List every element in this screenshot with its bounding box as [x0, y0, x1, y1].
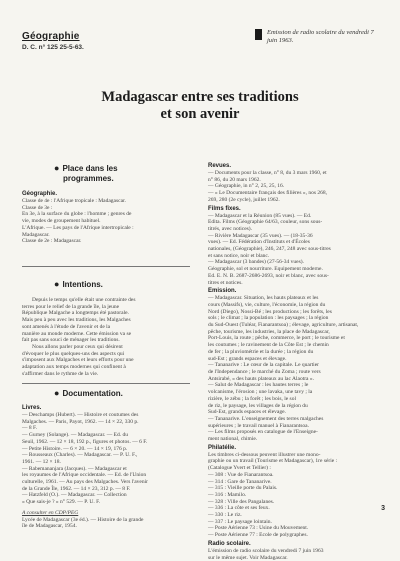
book-line: — Rabemananjara (Jacques). — Madagascar et — [22, 465, 127, 472]
geo-line: L'Afrique. — Les pays de l'Afrique intertropicale : — [22, 224, 134, 231]
emission-line: les coutumes ; le ravinement de la Côte Est ; le chemin — [208, 342, 329, 349]
emission-line: — Salut de Madagascar : les hautes terres ; le — [208, 382, 309, 389]
film-line: Géographie, sol et nourriture. Equipement moderne. — [208, 266, 323, 273]
film-line: — Rivière Madagascar (35 vues). — (18-35-36 — [208, 232, 313, 239]
geo-line: vie, modes de groupement habituel. — [22, 218, 101, 225]
emission-line: sud-Est ; grands espaces et élevage. — [208, 355, 287, 362]
intentions-line: manière au monde moderne. Cette émission va se — [22, 330, 132, 337]
philately-line: — 316 : Mamilo. — [208, 491, 247, 498]
book-line: — Hatzfeld (O.). — Madagascar. — Collection — [22, 492, 127, 499]
emission-line: — Madagascar. Situation, les hauts plateaux et les — [208, 295, 319, 302]
geo-line: Classe de 3e : — [22, 204, 53, 211]
title-line-2: et son avenir — [160, 106, 240, 122]
emission-line: du Sud-Ouest (Tuléar, Fianarantsoa) ; élevage, agriculture, artisanat, — [208, 322, 359, 329]
intentions-line: terres pour le relief de la grande île, la jeune — [22, 303, 120, 310]
emission-line: sols ; le climat ; la population : les paysages ; la région — [208, 315, 329, 322]
book-line: 1961. — 12 × 18. — [22, 458, 61, 465]
book-line: Seuil, 1962. — 12 × 18, 192 p., figures et photos. — 6 F. — [22, 438, 148, 445]
consult-line: île de Madagascar, 1954. — [22, 523, 77, 530]
page-number: 3 — [381, 505, 385, 512]
philately-line: (Catalogue Yvert et Tellier) : — [208, 465, 271, 472]
broadcast-note — [267, 29, 385, 44]
bullet-icon: ● — [54, 163, 60, 173]
review-line: — « Le Documentaire français des filières », nos 268, — [208, 190, 327, 197]
philately-label: Philatélie. — [208, 444, 237, 451]
philately-line: — 308 : Vue de Fianarantsoa. — [208, 471, 274, 478]
intentions-line: s'affirmer dans le rythme de la vie. — [22, 370, 99, 377]
review-line: n° 86, du 20 mars 1962. — [208, 176, 261, 183]
film-line: — Madagascar (3 bandes) (27-56-34 vues). — [208, 259, 304, 266]
broadcast-marker-icon — [255, 29, 262, 40]
place-heading-line-2: programmes. — [63, 173, 114, 183]
reviews-label: Revues. — [208, 163, 232, 169]
book-line: — Rousseaux (Charles). — Madagascar. — P. U. F., — [22, 452, 138, 459]
radio-line: L'émission de radio scolaire du vendredi 7 juin 1963 — [208, 547, 324, 554]
philately-line: — 337 : Le paysage lointain. — [208, 518, 272, 525]
intentions-heading-text: Intentions. — [62, 280, 103, 289]
emission-line: Nord (Diego), Nossi-Bé ; les productions ; les forêts, les — [208, 308, 332, 315]
philately-line: — 330 : Le riz. — [208, 512, 242, 519]
book-line: — Deschamps (Hubert). — Histoire et coutumes des — [22, 412, 139, 418]
philately-line: — 314 : Gare de Tananarive. — [208, 478, 272, 485]
page-title — [0, 89, 400, 123]
philately-line: — 315 : Vieille porte du Palais. — [208, 485, 278, 492]
broadcast-note-text: Emission de radio scolaire du vendredi 7 juin 1963. — [267, 29, 374, 44]
film-line: Ed. E. N. B. 2687-2686-2693, noir et blanc, avec sous- — [208, 272, 329, 279]
emission-line: Antsirabé, « des hauts plateaux au lac Alaotra ». — [208, 375, 314, 382]
place-heading-line-1: Place dans les — [62, 164, 118, 173]
emission-label: Emission. — [208, 288, 237, 295]
film-line: vues). — Ed. Fédération d'Instituts et d'Écoles — [208, 239, 310, 246]
place-heading — [54, 164, 118, 183]
bullet-icon: ● — [54, 279, 60, 289]
geography-label: Géographie. — [22, 191, 58, 197]
radio-line: sur le même sujet. Voir Madagascar. — [208, 554, 288, 561]
geo-line: Madagascar. — [22, 231, 50, 238]
book-line: Malgaches. — Paris, Payot, 1962. — 14 × 22, 330 p. — [22, 418, 139, 425]
emission-line: rizière, le zébu ; la forêt ; les bois, le sol — [208, 395, 296, 402]
books-block — [22, 403, 190, 530]
film-line: nationales, (Géographie), 246, 247, 248 avec sous-titres — [208, 246, 331, 253]
books-label: Livres. — [22, 405, 42, 411]
book-line: « Que sais-je ? » n° 529. — P. U. F. — [22, 499, 101, 506]
emission-line: ment national, chimie. — [208, 436, 258, 443]
emission-line: cours (Massifs), vie, culture, l'économie, la région du — [208, 301, 326, 308]
consult-line: Lycée de Madagascar (3e éd.). — Histoire de la grande — [22, 516, 144, 523]
geo-line: Classe de 2e : Madagascar. — [22, 238, 82, 245]
emission-line: — Les films proposés en catalogue de l'Enseigne- — [208, 429, 318, 436]
philately-line: — 328 : Ville des Pangalanes. — [208, 498, 275, 505]
emission-line: de riz, le paysage, les villages de la région du — [208, 402, 308, 409]
book-line: culturelle, 1961. — Au pays des Malgaches. Vers l'avenir — [22, 479, 148, 486]
philately-line: — 336 : La côte et ses feux. — [208, 505, 270, 512]
film-line: titrés, avec notices). — [208, 225, 252, 232]
philately-line: — Poste Aérienne 77 : Ecole de polygraphes. — [208, 532, 308, 539]
emission-line: Sud-Est, grands espaces et élevage. — [208, 409, 286, 416]
intentions-heading — [54, 280, 103, 290]
intentions-line: sont amenés à l'étude de l'avenir et de la — [22, 323, 111, 330]
review-line: — Documents pour la classe, n° 8, du 3 mars 1960, et — [208, 170, 327, 176]
consult-heading: A consulter en CDP/PEG — [22, 509, 79, 516]
radio-label: Radio scolaire. — [208, 540, 251, 547]
film-line: — Madagascar et la Réunion (85 vues). — Ed. — [208, 212, 312, 219]
philately-line: Les timbres ci-dessous peuvent illustrer une mono- — [208, 451, 321, 458]
right-column — [208, 163, 384, 561]
intentions-line: Nous allons parler pour ceux qui désirent — [32, 343, 123, 350]
bullet-icon: ● — [54, 388, 60, 398]
geo-line: En 3e, à la surface du globe : l'homme ; genres de — [22, 211, 132, 218]
films-label: Films fixes. — [208, 205, 241, 212]
book-line: de la Grande Île, 1962. — 14 × 23, 312 p. — 8 F. — [22, 485, 131, 492]
emission-line: volcanisme, l'érosion ; une lavaka, une tavy ; la — [208, 389, 313, 396]
document-code: D. C. n° 125 25-5-63. — [22, 44, 84, 51]
section-label: Géographie — [22, 31, 80, 42]
book-line: — Gurney (Solange). — Madagascar. — Ed. du — [22, 432, 129, 439]
intentions-line: adaptation aux temps modernes qui confinent à — [22, 364, 126, 371]
film-line: et sans notice, noir et blanc. — [208, 252, 270, 259]
intentions-line: République Malgache a longtemps été pastorale. — [22, 310, 129, 317]
emission-line: pêche, tourisme, les industries, la place de Madagascar, — [208, 328, 330, 335]
emission-line: de l'Independance ; le marché du Zoma ; route vers — [208, 368, 321, 375]
book-line: — Petite Histoire. — 6 × 20. — 14 × 19, 176 p. — [22, 445, 128, 452]
documentation-heading-text: Documentation. — [62, 389, 123, 398]
emission-line: — Tananarive. L'enseignement des terres malgaches — [208, 415, 324, 422]
intentions-line: s'imposent aux Malgaches et leurs efforts pour une — [22, 357, 134, 364]
philately-line: graphie ou un travail (Tourisme et Madagascar), 1re série : — [208, 458, 338, 465]
film-line: Edita. Films (Géographie 64/63, couleur, sons sous- — [208, 219, 323, 226]
documentation-heading — [54, 389, 123, 399]
review-line: 269, 280 (2e cycle), juillet 1962. — [208, 196, 280, 203]
geo-line: Classe de 4e : l'Afrique tropicale : Madagascar. — [22, 198, 126, 204]
book-line: — 8 F. — [22, 425, 37, 432]
emission-line: supérieures ; le travail manuel à Fianarantsoa. — [208, 422, 309, 429]
divider — [22, 266, 190, 267]
review-line: — Géographie, in n° 2, 25, 25, 16. — [208, 183, 285, 190]
philately-line: — Poste Aérienne 73 : Usine du Mouvement. — [208, 525, 309, 532]
emission-line: Port-Louis, la route ; pêche, commerce, le port ; le tourisme et — [208, 335, 345, 342]
intentions-line: fait pas sans souci de ménager les traditions. — [22, 337, 120, 344]
geography-block — [22, 189, 190, 245]
intentions-line: Mais peu à peu avec les traditions, les Malgaches — [22, 317, 131, 324]
emission-line: de fer ; la pluviométrie et la durée ; la région du — [208, 348, 314, 355]
title-line-1: Madagascar entre ses traditions — [101, 89, 299, 105]
intentions-line: d'évoquer le plus quelques-uns des aspects qui — [22, 350, 125, 357]
book-line: les royaumes de l'Afrique occidentale. — Ed. de l'Union — [22, 472, 147, 479]
divider — [22, 383, 190, 384]
intentions-block — [22, 297, 190, 377]
film-line: titres et notices. — [208, 279, 243, 286]
intentions-line: Depuis le temps qu'elle était une contrainte des — [32, 297, 136, 303]
emission-line: — Tananarive : Le cœur de la capitale. Le quartier — [208, 362, 319, 369]
